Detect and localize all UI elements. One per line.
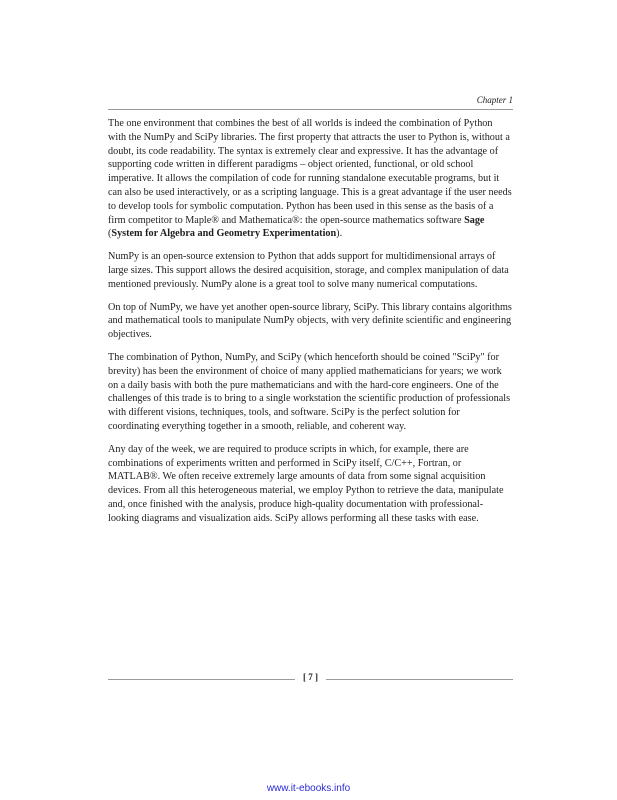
paragraph-1-paren-open: ( (108, 228, 112, 240)
paragraph-4: The combination of Python, NumPy, and SciPy (which henceforth should be coined "SciPy" for brevity) has been the environment of choice of many applied mathematicians for years; we work on a daily basis with both the pure mathematicians and with the hard-core engineers. One of the challenges of this trade is to bring to a single workstation the scientific production of professionals with different visions, techniques, tools, and software. SciPy is the perfect solution for coordinating everything together in a smooth, reliable, and coherent way. (108, 351, 511, 432)
paragraph-1-end: ). (336, 228, 343, 240)
paragraph-2: NumPy is an open-source extension to Python that adds support for multidimensional arrays of large sizes. This support allows the desired acquisition, storage, and complex manipulation of data mentioned previously. NumPy alone is a great tool to solve many numerical computations. (108, 251, 509, 290)
paragraph-5: Any day of the week, we are required to produce scripts in which, for example, there are combinations of experiments written and performed in SciPy itself, C/C++, Fortran, or MATLAB®. We often receive extremely large amounts of data from some signal acquisition devices. From all this heterogeneous material, we employ Python to retrieve the data, manipulate and, once finished with the analysis, produce high-quality documentation with professional-looking diagrams and visualization aids. SciPy allows performing all these tasks with ease. (108, 443, 504, 524)
paragraph-1 (108, 117, 513, 241)
page-number: [ 7 ] (303, 672, 318, 682)
page-footer (108, 672, 513, 686)
sage-expansion: System for Algebra and Geometry Experimentation (111, 228, 337, 240)
sage-term: Sage (464, 214, 485, 226)
paragraph-1-text: The one environment that combines the best of all worlds is indeed the combination of Python with the NumPy and SciPy libraries. The first property that attracts the user to Python is, without a doubt, its code readability. The syntax is extremely clear and expressive. It has the advantage of supporting code written in different paradigms – object oriented, functional, or old school imperative. It allows the compilation of code for running standalone executable programs, but it can also be used interactively, or as a scripting language. This is a great advantage if the user needs to develop tools for symbolic computation. Python has been used in this sense as the basis of a firm competitor to Maple® and Mathematica®: the open-source mathematics software (108, 118, 512, 226)
chapter-header: Chapter 1 (476, 95, 513, 105)
header-rule (108, 109, 513, 110)
paragraph-3: On top of NumPy, we have yet another open-source library, SciPy. This library contains algorithms and mathematical tools to manipulate NumPy objects, with very definite scientific and engineering objectives. (108, 301, 512, 341)
watermark-link[interactable]: www.it-ebooks.info (266, 783, 351, 794)
page-content (108, 117, 513, 535)
footer-rule-right (326, 679, 513, 680)
